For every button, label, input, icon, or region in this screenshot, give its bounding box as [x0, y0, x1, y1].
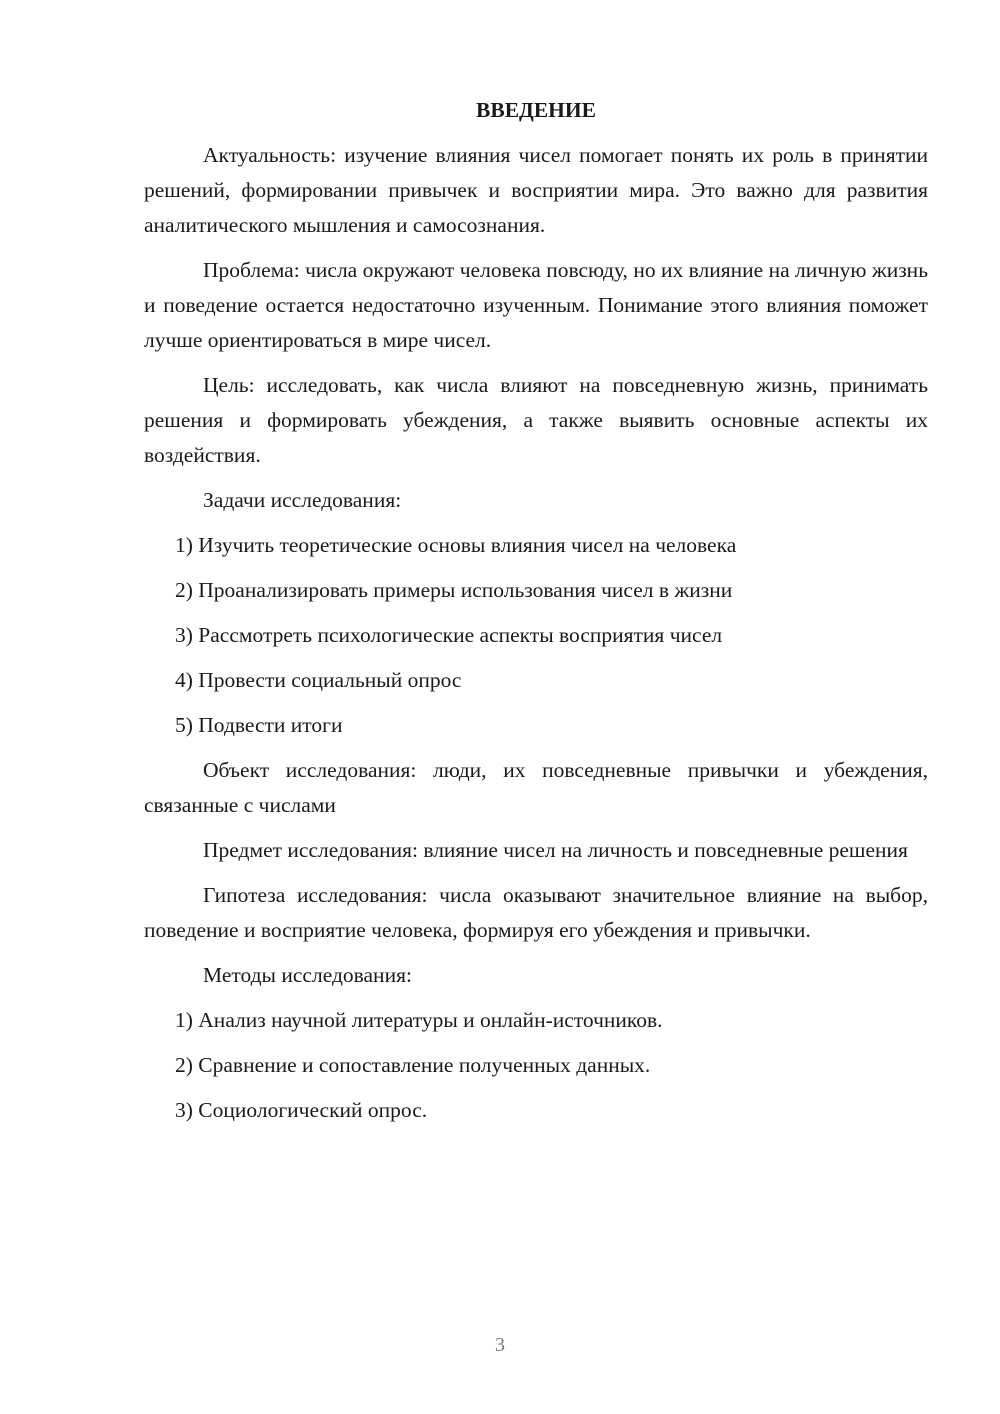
- object-paragraph: Объект исследования: люди, их повседневные привычки и убеждения, связанные с числами: [144, 758, 928, 817]
- task-item: 5) Подвести итоги: [175, 713, 343, 737]
- task-item: 4) Провести социальный опрос: [175, 668, 462, 692]
- relevance-paragraph: Актуальность: изучение влияния чисел помогает понять их роль в принятии решений, формировании привычек и восприятии мира. Это важно для развития аналитического мышления и самосознания.: [144, 143, 928, 237]
- task-item: 1) Изучить теоретические основы влияния чисел на человека: [175, 533, 737, 557]
- goal-paragraph: Цель: исследовать, как числа влияют на повседневную жизнь, принимать решения и формировать убеждения, а также выявить основные аспекты их воздействия.: [144, 373, 928, 467]
- subject-paragraph: Предмет исследования: влияние чисел на личность и повседневные решения: [203, 838, 908, 862]
- document-page: [144, 93, 928, 1138]
- problem-paragraph: Проблема: числа окружают человека повсюду, но их влияние на личную жизнь и поведение остается недостаточно изученным. Понимание этого влияния поможет лучше ориентироваться в мире чисел.: [144, 258, 928, 352]
- page-number: 3: [495, 1334, 505, 1356]
- methods-heading: Методы исследования:: [203, 963, 412, 987]
- section-title: ВВЕДЕНИЕ: [476, 98, 596, 122]
- method-item: 2) Сравнение и сопоставление полученных данных.: [175, 1053, 651, 1077]
- task-item: 3) Рассмотреть психологические аспекты восприятия чисел: [175, 623, 723, 647]
- method-item: 1) Анализ научной литературы и онлайн-источников.: [175, 1008, 663, 1032]
- task-item: 2) Проанализировать примеры использования чисел в жизни: [175, 578, 733, 602]
- hypothesis-paragraph: Гипотеза исследования: числа оказывают значительное влияние на выбор, поведение и восприятие человека, формируя его убеждения и привычки.: [144, 883, 928, 942]
- tasks-heading: Задачи исследования:: [203, 488, 402, 512]
- method-item: 3) Социологический опрос.: [175, 1098, 428, 1122]
